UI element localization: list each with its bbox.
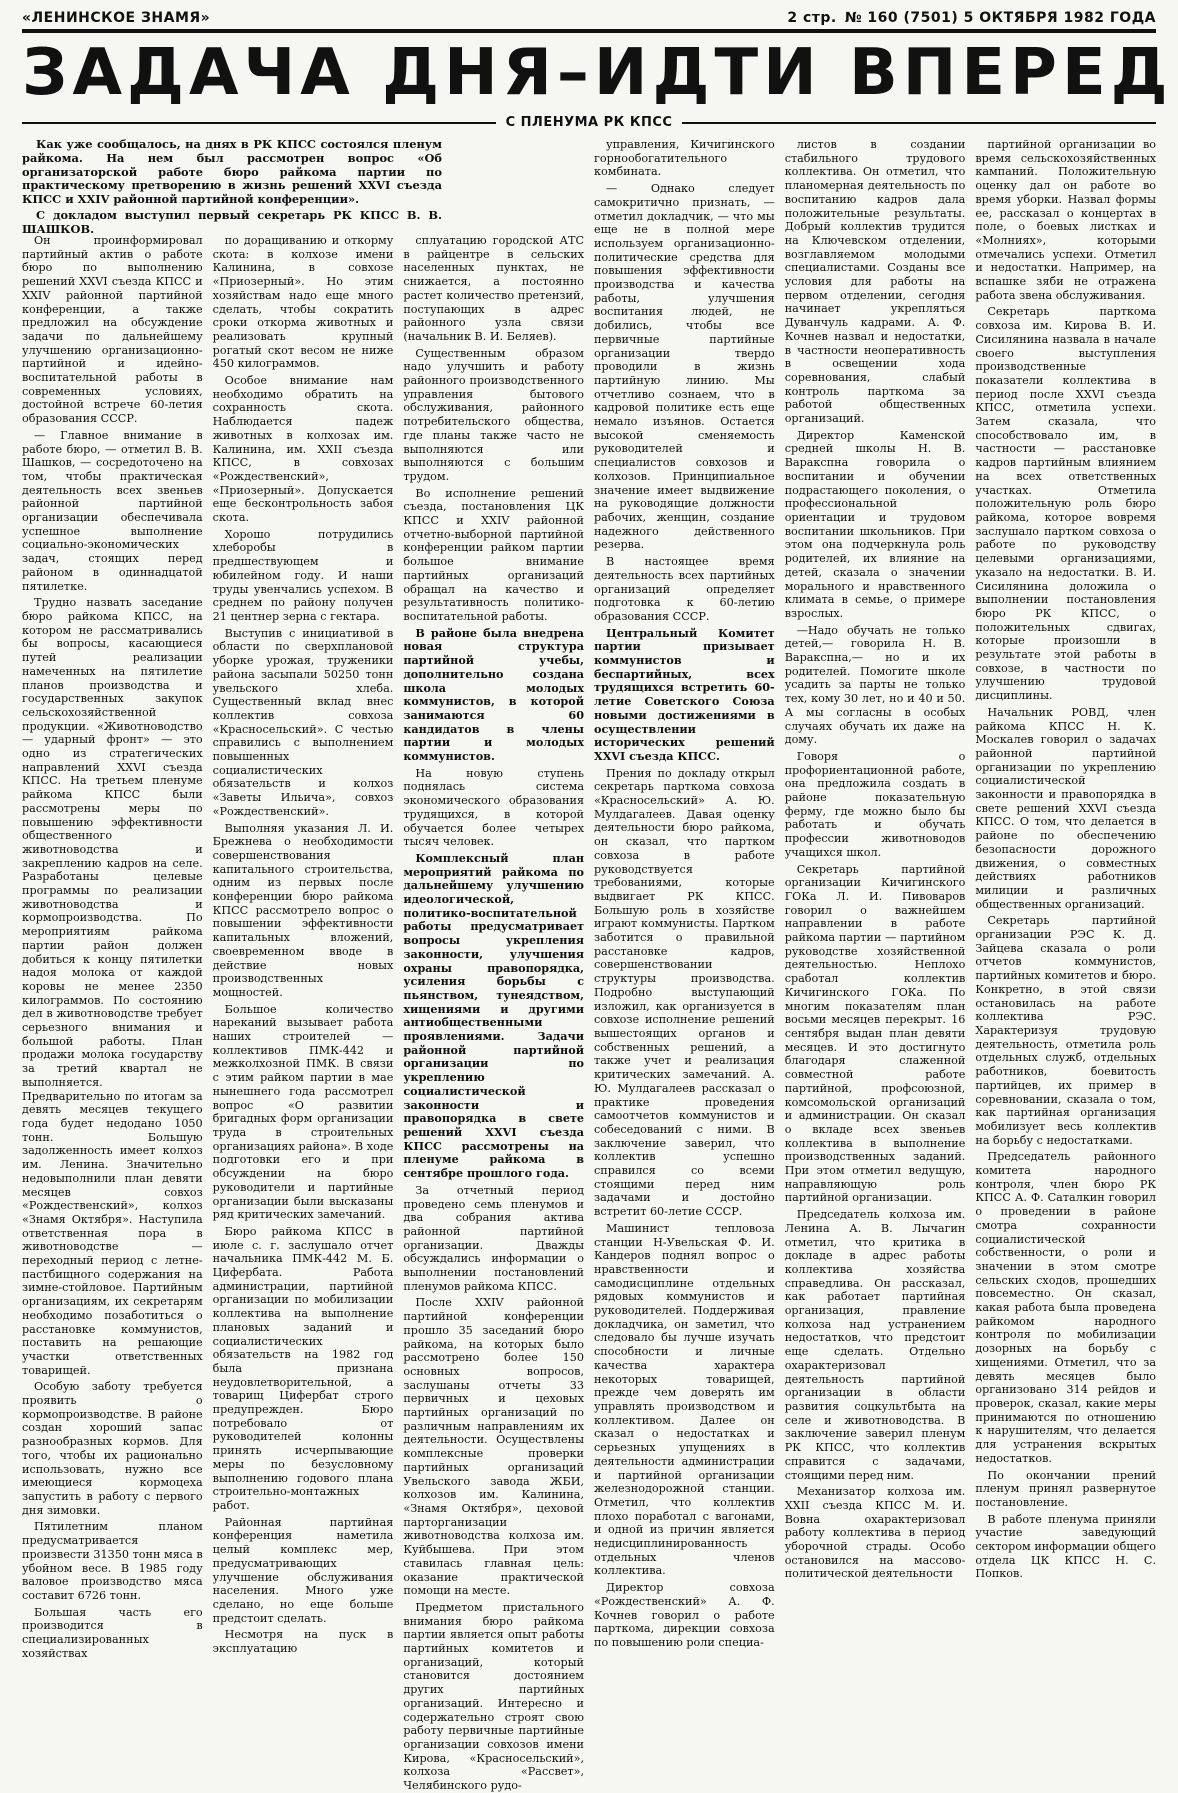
column-2 <box>213 234 394 1698</box>
paragraph: Большое количество нареканий вызывает работа наших строителей — коллективов ПМК-442 и межколхозной ПМК. В связи с этим райком партии в мае нынешнего года рассмотрел вопрос «О развитии бригадных форм организации труда в строительных организациях района». В ходе подготовки его и при обсуждении на бюро руководители и партийные организации были высказаны ряд критических замечаний. <box>212 1002 394 1222</box>
paragraph: Хорошо потрудились хлеборобы в предшествующем и юбилейном году. И наши труды увенчались успехом. В среднем по району получен 21 центнер зерна с гектара. <box>212 527 394 623</box>
paragraph: На новую ступень поднялась система экономического образования трудящихся, в которой обучается более четырех тысяч человек. <box>403 766 585 849</box>
paragraph: по доращиванию и откорму скота: в колхозе имени Калинина, в совхозе «Приозерный». Но этим хозяйствам надо еще много сделать, чтобы сократить сроки откорма животных и реализовать крупный рогатый скот весом не ниже 450 килограммов. <box>212 234 394 371</box>
paragraph: — Однако следует самокритично признать, — отметил докладчик, — что мы еще не в полной мере используем организационно-политические средства для повышения эффективности производства и качества работы, улучшения воспитания людей, не добились, чтобы все первичные партийные организации твердо проводили в жизнь партийную линию. Мы отчетливо сознаем, что в кадровой политике есть еще немало изъянов. Остается высокой сменяемость руководителей и специалистов совхозов и колхозов. Принципиальное значение имеет выдвижение на руководящие должности рабочих, женщин, создание надежного действенного резерва. <box>594 182 775 552</box>
paragraph: Директор совхоза «Рождественский» А. Ф. Кочнев говорил о работе парткома, дирекции совхоза по повышению роли специа- <box>594 1581 775 1649</box>
intro-author: С докладом выступил первый секретарь РК КПСС В. В. ШАШКОВ. <box>22 207 442 236</box>
paragraph: Выполняя указания Л. И. Брежнева о необходимости совершенствования капитального строительства, одним из первых после конференции бюро райкома КПСС рассмотрело вопрос о повышении эффективности капитальных вложений, своевременном вводе в действие новых производственных мощностей. <box>212 821 394 999</box>
paragraph: Особую заботу требуется проявить о кормопроизводстве. В районе создан хороший запас разнообразных кормов. Для того, чтобы их рационально использовать, нужно все имеющиеся кормоцеха запустить в работу с первого дня зимовки. <box>22 1380 203 1517</box>
intro-paragraph: Как уже сообщалось, на днях в РК КПСС состоялся пленум райкома. На нем был рассмотрен вопрос «Об организаторской работе бюро райкома партии по практическому претворению в жизнь решений XXVI съезда КПСС и XXIV районной партийной конференции». <box>22 137 442 207</box>
paragraph: Председатель районного комитета народного контроля, член бюро РК КПСС А. Ф. Саталкин говорил о проведении в районе смотра сохранности социалистической собственности, о роли и значении в этом смотре сельских сходов, прошедших повсеместно. Он сказал, какая работа была проведена райкомом народного контроля по мобилизации дозорных на борьбу с хищениями. Отметил, что за девять месяцев было организовано 314 рейдов и проверок, сказал, какие меры принимаются по отношению к нарушителям, что делается для устранения вскрытых недостатков. <box>975 1150 1157 1465</box>
paragraph: —Надо обучать не только детей,— говорила Н. В. Варакспна,— но и их родителей. Помогите школе усадить за парты не только тех, кому 30 лет, но и 40 и 50. А мы согласны в особых случаях обучать их даже на дому. <box>784 623 966 747</box>
paragraph: По окончании прений пленум принял развернутое постановление. <box>975 1468 1157 1509</box>
paragraph: партийной организации во время сельскохозяйственных кампаний. Положительную оценку дал он работе во время уборки. Назвал формы ее, рассказал о концертах в поле, о боевых листках и «Молниях», которыми отмечались успехи. Отметил и недостатки. Например, на вспашке зяби не отражена работа звена обслуживания. <box>975 138 1157 302</box>
paragraph: Прения по докладу открыл секретарь парткома совхоза «Красносельский» А. Ю. Мулдагалеев. Давая оценку деятельности бюро райкома, он сказал, что партком совхоза в работе руководствуется требованиями, которые выдвигает РК КПСС. Большую роль в хозяйстве играют коммунисты. Партком заботится о правильной расстановке кадров, совершенствовании структуры производства. Подробно выступающий изложил, как организуется в совхозе исполнение решений вышестоящих органов и собственных решений, а также учет и реализация критических замечаний. А. Ю. Мулдагалеев рассказал о практике проведения самоотчетов коммунистов и собеседований с ними. В заключение заверил, что коллектив успешно справился со всеми стоящими перед ним задачами и достойно встретит 60-летие СССР. <box>594 766 775 1219</box>
paragraph: Механизатор колхоза им. XXII съезда КПСС М. И. Вовна охарактеризовал работу коллектива в период уборочной страды. Особо остановился на массово-политической деятельности <box>784 1485 966 1581</box>
paragraph: Секретарь парткома совхоза им. Кирова В. И. Сисилянина назвала в начале своего выступления производственные показатели коллектива в период после XXVI съезда КПСС, отметила успехи. Затем сказала, что способствовало им, в частности — расстановке кадров партийным влиянием на всех ответственных участках. Отметила положительную роль бюро райкома, которое вовремя заслушало партком совхоза о работе по руководству целевыми организациями, указало на недостатки. В. И. Сисилянина доложила о выполнении постановления бюро РК КПСС, о положительных сдвигах, которые произошли в результате этой работы в совхозе, в частности по улучшению трудовой дисциплины. <box>975 305 1157 703</box>
subhead: С ПЛЕНУМА РК КПСС <box>505 115 673 130</box>
paragraph: сплуатацию городской АТС в райцентре в сельских населенных пунктах, не снижается, а постоянно растет количество претензий, поступающих в адрес районного узла связи (начальник В. И. Беляев). <box>403 234 585 343</box>
paragraph: Бюро райкома КПСС в июле с. г. заслушало отчет начальника ПМК-442 М. Б. Цифербата. Работа администрации, партийной организации по мобилизации коллектива на выполнение плановых заданий и социалистических обязательств на 1982 год была признана неудовлетворительной, а товарищ Цифербат строго предупрежден. Бюро потребовало от руководителей колонны принять исчерпывающие меры по безусловному выполнению годового плана строительно-монтажных работ. <box>212 1224 394 1512</box>
paragraph: Особое внимание нам необходимо обратить на сохранность скота. Наблюдается падеж животных в колхозах им. Калинина, им. XXII съезда КПСС, в совхозах «Рождественский», «Приозерный». Допускается еще бесконтрольность забоя скота. <box>212 374 394 525</box>
column-5 <box>785 138 966 1698</box>
column-1 <box>22 234 203 1698</box>
paragraph: За отчетный период проведено семь пленумов и два собрания актива районной партийной организации. Дважды обсуждались информации о выполнении постановлений пленумов райкома КПСС. <box>403 1183 585 1293</box>
masthead <box>22 10 1156 29</box>
paragraph: Председатель колхоза им. Ленина А. В. Лычагин отметил, что критика в докладе в адрес работы коллектива хозяйства справедлива. Он рассказал, как работает партийная организация, правление колхоза над устранением недостатков, что предстоит еще сделать. Отдельно охарактеризовал деятельность партийной организации в области развития соцкультбыта на селе и животноводства. В заключение заверил пленум РК КПСС, что коллектив справится с задачами, стоящими перед ним. <box>784 1208 966 1482</box>
paragraph: Машинист тепловоза станции Н-Увельская Ф. И. Кандеров поднял вопрос о нравственности и самодисциплине отдельных рядовых коммунистов и руководителей. Поддерживая докладчика, он заметил, что следовало бы лучше изучать способности и личные качества характера некоторых товарищей, прежде чем доверять им управлять производством и коллективом. Далее он сказал о недостатках и серьезных упущениях в деятельности администрации и партийной организации железнодорожной станции. Отметил, что коллектив плохо поработал с вагонами, и одной из причин является недисциплинированность отдельных членов коллектива. <box>594 1221 775 1578</box>
issue-date: № 160 (7501) 5 ОКТЯБРЯ 1982 ГОДА <box>844 10 1156 26</box>
paragraph: Выступив с инициативой в области по сверхплановой уборке урожая, труженики района засыпали 50250 тонн увельского хлеба. Существенный вклад внес коллектив совхоза «Красносельский». С честью справились с выполнением повышенных социалистических обязательств и колхоз «Заветы Ильича», совхоз «Рождественский». <box>212 626 394 818</box>
paragraph: В настоящее время деятельность всех партийных организаций определяет подготовка к 60-летию образования СССР. <box>594 555 775 623</box>
paragraph: Центральный Комитет партии призывает коммунистов и беспартийных, всех трудящихся встретить 60-летие Советского Союза новыми достижениями в осуществлении исторических решений XXVI съезда КПСС. <box>594 625 775 763</box>
paragraph: Директор Каменской средней школы Н. В. Варакспна говорила о воспитании и обучении подрастающего поколения, о профессиональной ориентации и трудовом воспитании школьников. При этом она подчеркнула роль родителей, их влияние на детей, сказала о значении морального и нравственного климата в семье, о примере взрослых. <box>784 428 966 620</box>
paragraph: Трудно назвать заседание бюро райкома КПСС, на котором не рассматривались бы вопросы, касающиеся путей реализации намеченных на пятилетие планов производства и государственных закупок сельскохозяйственной продукции. «Животноводство — ударный фронт» — это одно из стратегических направлений XXVI съезда КПСС. На третьем пленуме райкома КПСС были рассмотрены меры по повышению эффективности общественного животноводства и закреплению кадров на селе. Разработаны целевые программы по реализации животноводства и кормопроизводства. По мероприятиям райкома партии район должен добиться к концу пятилетки надоя молока от каждой коровы не менее 2350 килограммов. По состоянию дел в животноводстве требует серьезного внимания и большой работы. План продажи молока государству за третий квартал не выполняется. Предварительно по итогам за девять месяцев текущего года будет недодано 1050 тонн. Большую задолженность имеет колхоз им. Ленина. Значительно недовыполнили план девяти месяцев совхоз «Рождественский», колхоз «Знамя Октября». Наступила ответственная пора в животноводстве — переходный период с летне-пастбищного содержания на зимне-стойловое. Партийным организациям, их секретарям необходимо позаботиться о расстановке коммунистов, поставить на решающие участки ответственных товарищей. <box>22 596 203 1377</box>
paragraph: Он проинформировал партийный актив о работе бюро по выполнению решений XXVI съезда КПСС и XXIV районной партийной конференции, а также предложил на обсуждение задачи по дальнейшему улучшению организационно-партийной и идейно-воспитательной работы в современных условиях, достойной встрече 60-летия образования СССР. <box>22 234 203 426</box>
paragraph: Во исполнение решений съезда, постановления ЦК КПСС и XXIV районной отчетно-выборной партийной конференции райком партии большое внимание партийных организаций обращал на качество и результативность политико-воспитательной работы. <box>403 486 585 623</box>
paragraph: В районе была внедрена новая структура партийной учебы, дополнительно создана школа молодых коммунистов, в которой занимаются 60 кандидатов в члены партии и молодых коммунистов. <box>403 625 585 764</box>
column-3 <box>403 234 585 1793</box>
column-4 <box>594 138 775 1698</box>
paragraph: Районная партийная конференция наметила целый комплекс мер, предусматривающих улучшение обслуживания населения. Много уже сделано, но еще больше предстоит сделать. <box>212 1515 394 1625</box>
paragraph: Начальник РОВД, член райкома КПСС Н. К. Москалев говорил о задачах районной партийной организации по укреплению социалистической законности и правопорядка в свете решений XXVI съезда КПСС. О том, что делается в районе по обеспечению безопасности дорожного движения, о совместных действиях работников милиции и различных общественных организаций. <box>975 705 1157 911</box>
article-body <box>22 137 1157 1793</box>
subhead-line-left <box>22 122 496 124</box>
paragraph: Говоря о профориентационной работе, она предложила создать в районе показательную ферму, где можно было бы работать и обучать профессии животноводов учащихся школ. <box>784 749 966 859</box>
column-6 <box>975 138 1156 1698</box>
article-intro <box>22 138 442 239</box>
paper-name: «ЛЕНИНСКОЕ ЗНАМЯ» <box>22 10 211 26</box>
page-number: 2 стр. <box>787 10 837 26</box>
paragraph: Существенным образом надо улучшить и работу районного производственного управления бытового обслуживания, районного потребительского общества, где планы также часто не выполняются или выполняются с большим трудом. <box>403 346 585 483</box>
paragraph: Несмотря на пуск в эксплуатацию <box>212 1628 394 1656</box>
paragraph: После XXIV районной партийной конференции прошло 35 заседаний бюро райкома, на которых было рассмотрено более 150 основных вопросов, заслушаны отчеты 33 первичных и цеховых партийных организаций по различным направлениям их деятельности. Осуществлены комплексные проверки партийных организаций Увельского завода ЖБИ, колхозов им. Калинина, «Знамя Октября», цеховой парторганизации животноводства колхоза им. Куйбышева. При этом ставилась главная цель: оказание практической помощи на месте. <box>403 1296 585 1598</box>
paragraph: Предметом пристального внимания бюро райкома партии является опыт работы партийных комитетов и организаций, который становится достоянием других партийных организаций. Интересно и содержательно строят свою работу первичные партийные организации совхозов имени Кирова, «Красносельский», колхоза «Рассвет», Челябинского рудо- <box>403 1600 585 1793</box>
paragraph: листов в создании стабильного трудового коллектива. Он отметил, что планомерная деятельность по воспитанию кадров дала положительные результаты. Добрый коллектив трудится на Ключевском отделении, возглавляемом молодыми специалистами. Созданы все условия для работы на первом отделении, сегодня начинает укрепляться Дуванчуль кадрами. А. Ф. Кочнев назвал и недостатки, в частности неоперативность в освещении хода соревнования, слабый контроль парткома за работой общественных организаций. <box>784 138 966 426</box>
paragraph: Пятилетним планом предусматривается произвести 31350 тонн мяса в убойном весе. В 1985 году валовое производство мяса составит 6726 тонн. <box>22 1520 203 1602</box>
headline: ЗАДАЧА ДНЯ–ИДТИ ВПЕРЕД <box>22 36 1173 110</box>
subhead-row <box>22 115 1156 130</box>
paragraph: Большая часть его производится в специализированных хозяйствах <box>22 1605 203 1660</box>
paragraph: В работе пленума приняли участие заведующий сектором информации общего отдела ЦК КПСС Н. С. Попков. <box>975 1512 1157 1581</box>
paragraph: Секретарь партийной организации Кичигинского ГОКа Л. И. Пивоваров говорил о важнейшем направлении в работе райкома партии — партийном руководстве хозяйственной деятельностью. Неплохо сработал коллектив Кичигинского ГОКа. По многим показателям план восьми месяцев перекрыт. 16 сентября выдан план девяти месяцев. И это достигнуто благодаря слаженной совместной работе партийной, профсоюзной, комсомольской организаций и администрации. Он сказал о вкладе всех звеньев коллектива в выполнение производственных заданий. При этом отметил ведущую, направляющую роль партийной организации. <box>784 862 966 1205</box>
paragraph: управления, Кичигинского горнообогатительного комбината. <box>594 138 775 179</box>
masthead-rule <box>22 29 1156 33</box>
paragraph: — Главное внимание в работе бюро, — отметил В. В. Шашков, — сосредоточено на том, чтобы практическая деятельность всех звеньев районной партийной организации обеспечивала успешное выполнение социально-экономических задач, стоящих перед районом в одиннадцатой пятилетке. <box>22 428 203 593</box>
paragraph: Секретарь партийной организации РЭС К. Д. Зайцева сказала о роли отчетов коммунистов, партийных комитетов и бюро. Конкретно, в этой связи остановилась на работе коллектива РЭС. Характеризуя трудовую деятельность, отметила роль отдельных служб, отдельных работников, боевитость партийцев, их пример в соревновании, сказала о том, как партийная организация мобилизует весь коллектив на борьбу с недостатками. <box>975 914 1157 1147</box>
paragraph: Комплексный план мероприятий райкома по дальнейшему улучшению идеологической, политико-воспитательной работы предусматривает вопросы укрепления законности, улучшения охраны правопорядка, усиления борьбы с пьянством, тунеядством, хищениями и другими антиобщественными проявлениями. Задачи районной партийной организации по укреплению социалистической законности и правопорядка в свете решений XXVI съезда КПСС рассмотрены на пленуме райкома в сентябре прошлого года. <box>403 850 585 1181</box>
subhead-line-right <box>682 122 1156 124</box>
